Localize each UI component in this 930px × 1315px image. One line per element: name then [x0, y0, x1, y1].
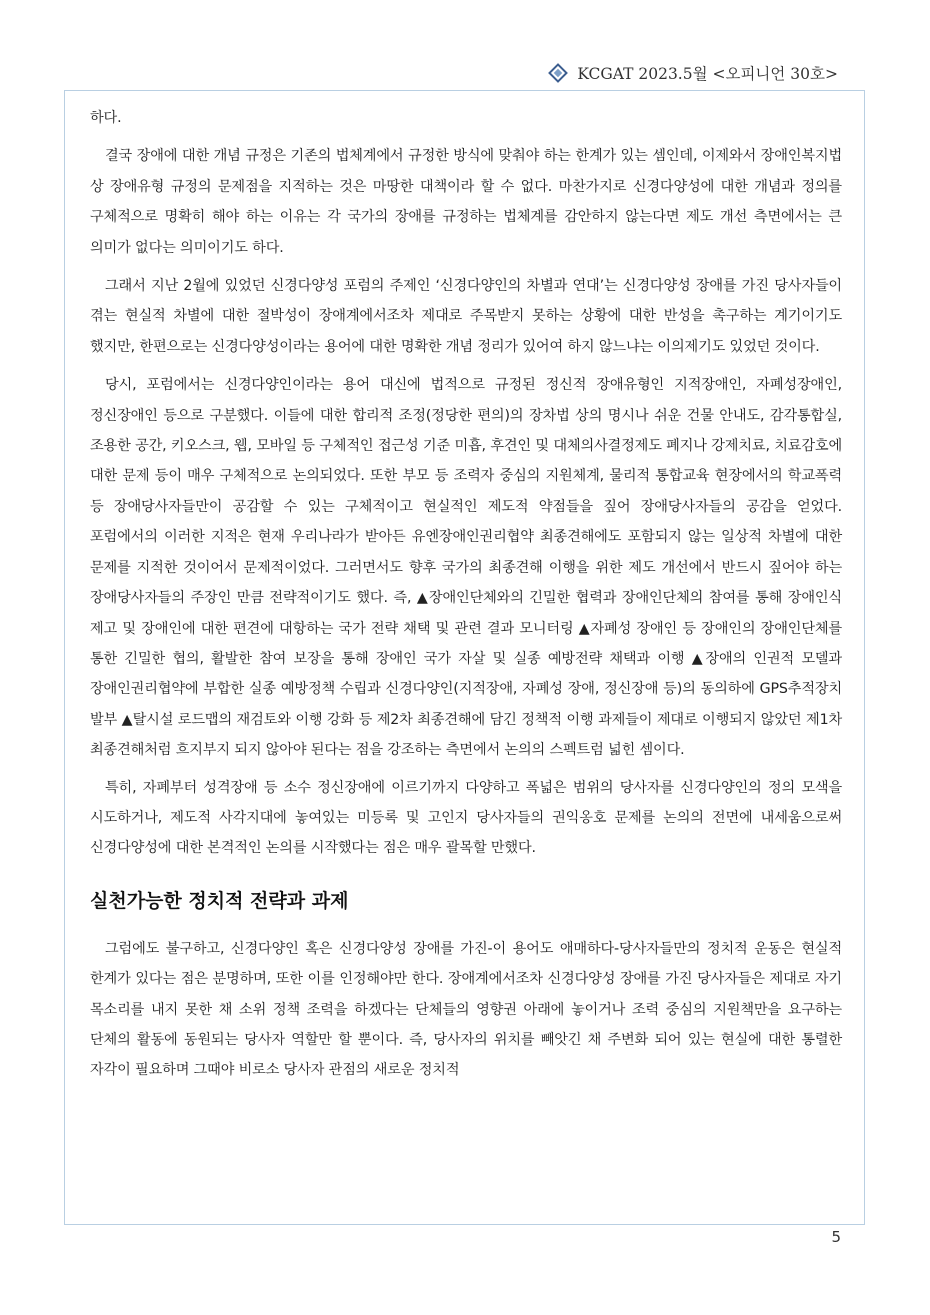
paragraph-significance: 특히, 자폐부터 성격장애 등 소수 정신장애에 이르기까지 다양하고 폭넓은 범위의 당사자를 신경다양인의 정의 모색을 시도하거나, 제도적 사각지대에 놓여있는 미등록 및 고인지 당사자들의 권익옹호 문제를 논의의 전면에 내세움으로써 신경다양성에 대한 본격적인 논의를 시작했다는 점은 매우 괄목할 만했다. — [90, 779, 842, 857]
page-header — [551, 58, 838, 88]
section-title: 실천가능한 정치적 전략과 과제 — [90, 889, 349, 912]
paragraph-forum-discussion: 당시, 포럼에서는 신경다양인이라는 용어 대신에 법적으로 규정된 정신적 장애유형인 지적장애인, 자폐성장애인, 정신장애인 등으로 구분했다. 이들에 대한 합리적 조정(정당한 편의)의 장차법 상의 명시나 쉬운 건물 안내도, 감각통합실, 조용한 공간, 키오스크, 웹, 모바일 등 구체적인 접근성 기준 미흡, 후견인 및 대체의사결정제도 폐지나 강제치료, 치료감호에 대한 문제 등이 매우 구체적으로 논의되었다. 또한 부모 등 조력자 중심의 지원체계, 물리적 통합교육 현장에서의 학교폭력 등 장애당사자들만이 공감할 수 있는 구체적이고 현실적인 제도적 약점들을 짚어 장애당사자들의 공감을 얻었다. 포럼에서의 이러한 지적은 현재 우리나라가 받아든 유엔장애인권리협약 최종견해에도 포함되지 않는 일상적 차별에 대한 문제를 지적한 것이어서 문제적이었다. 그러면서도 향후 국가의 최종견해 이행을 위한 제도 개선에서 반드시 짚어야 하는 장애당사자들의 주장인 만큼 전략적이기도 했다. 즉, ▲장애인단체와의 긴밀한 협력과 장애인단체의 참여를 통해 장애인식 제고 및 장애인에 대한 편견에 대항하는 국가 전략 채택 및 관련 결과 모니터링 ▲자폐성 장애인 등 장애인의 장애인단체를 통한 긴밀한 협의, 활발한 참여 보장을 통해 장애인 국가 자살 및 실종 예방전략 채택과 이행 ▲장애의 인권적 모델과 장애인권리협약에 부합한 실종 예방정책 수립과 신경다양인(지적장애, 자폐성 장애, 정신장애 등)의 동의하에 GPS추적장치 발부 ▲탈시설 로드맵의 재검토와 이행 강화 등 제2차 최종견해에 담긴 정책적 이행 과제들이 제대로 이행되지 않았던 제1차 최종견해처럼 흐지부지 되지 않아야 된다는 점을 강조하는 측면에서 논의의 스펙트럼 넓힌 셈이다. — [90, 377, 842, 759]
paragraph-forum-theme: 그래서 지난 2월에 있었던 신경다양성 포럼의 주제인 ‘신경다양인의 차별과 연대’는 신경다양성 장애를 가진 당사자들이 겪는 현실적 차별에 대한 절박성이 장애계에서조차 제대로 주목받지 못하는 상황에 대한 반성을 촉구하는 계기이기도 했지만, 한편으로는 신경다양성이라는 용어에 대한 명확한 개념 정리가 있어여 하지 않느냐는 이의제기도 있었던 것이다. — [90, 278, 842, 355]
paragraph-continuation: 하다. — [90, 110, 122, 126]
header-text: KCGAT 2023.5월 <오피니언 30호> — [577, 65, 838, 83]
page-number: 5 — [831, 1228, 841, 1246]
diamond-icon — [548, 63, 568, 83]
paragraph-political-strategy: 그럼에도 불구하고, 신경다양인 혹은 신경다양성 장애를 가진-이 용어도 애매하다-당사자들만의 정치적 운동은 현실적 한계가 있다는 점은 분명하며, 또한 이를 인정해야만 한다. 장애계에서조차 신경다양성 장애를 가진 당사자들은 제대로 자기 목소리를 내지 못한 채 소위 정책 조력을 하겠다는 단체들의 영향권 아래에 놓이거나 조력 중심의 지원책만을 요구하는 단체의 활동에 동원되는 당사자 역할만 할 뿐이다. 즉, 당사자의 위치를 빼앗긴 채 주변화 되어 있는 현실에 대한 통렬한 자각이 필요하며 그때야 비로소 당사자 관점의 새로운 정치적 — [90, 940, 843, 1079]
paragraph-concept-definition: 결국 장애에 대한 개념 규정은 기존의 법체계에서 규정한 방식에 맞춰야 하는 한계가 있는 셈인데, 이제와서 장애인복지법 상 장애유형 규정의 문제점을 지적하는 것은 마땅한 대책이라 할 수 없다. 마찬가지로 신경다양성에 대한 개념과 정의를 구체적으로 명확히 해야 하는 이유는 각 국가의 장애를 규정하는 법체계를 감안하지 않는다면 제도 개선 측면에서는 큰 의미가 없다는 의미이기도 하다. — [90, 148, 842, 256]
article-body — [90, 103, 842, 1086]
